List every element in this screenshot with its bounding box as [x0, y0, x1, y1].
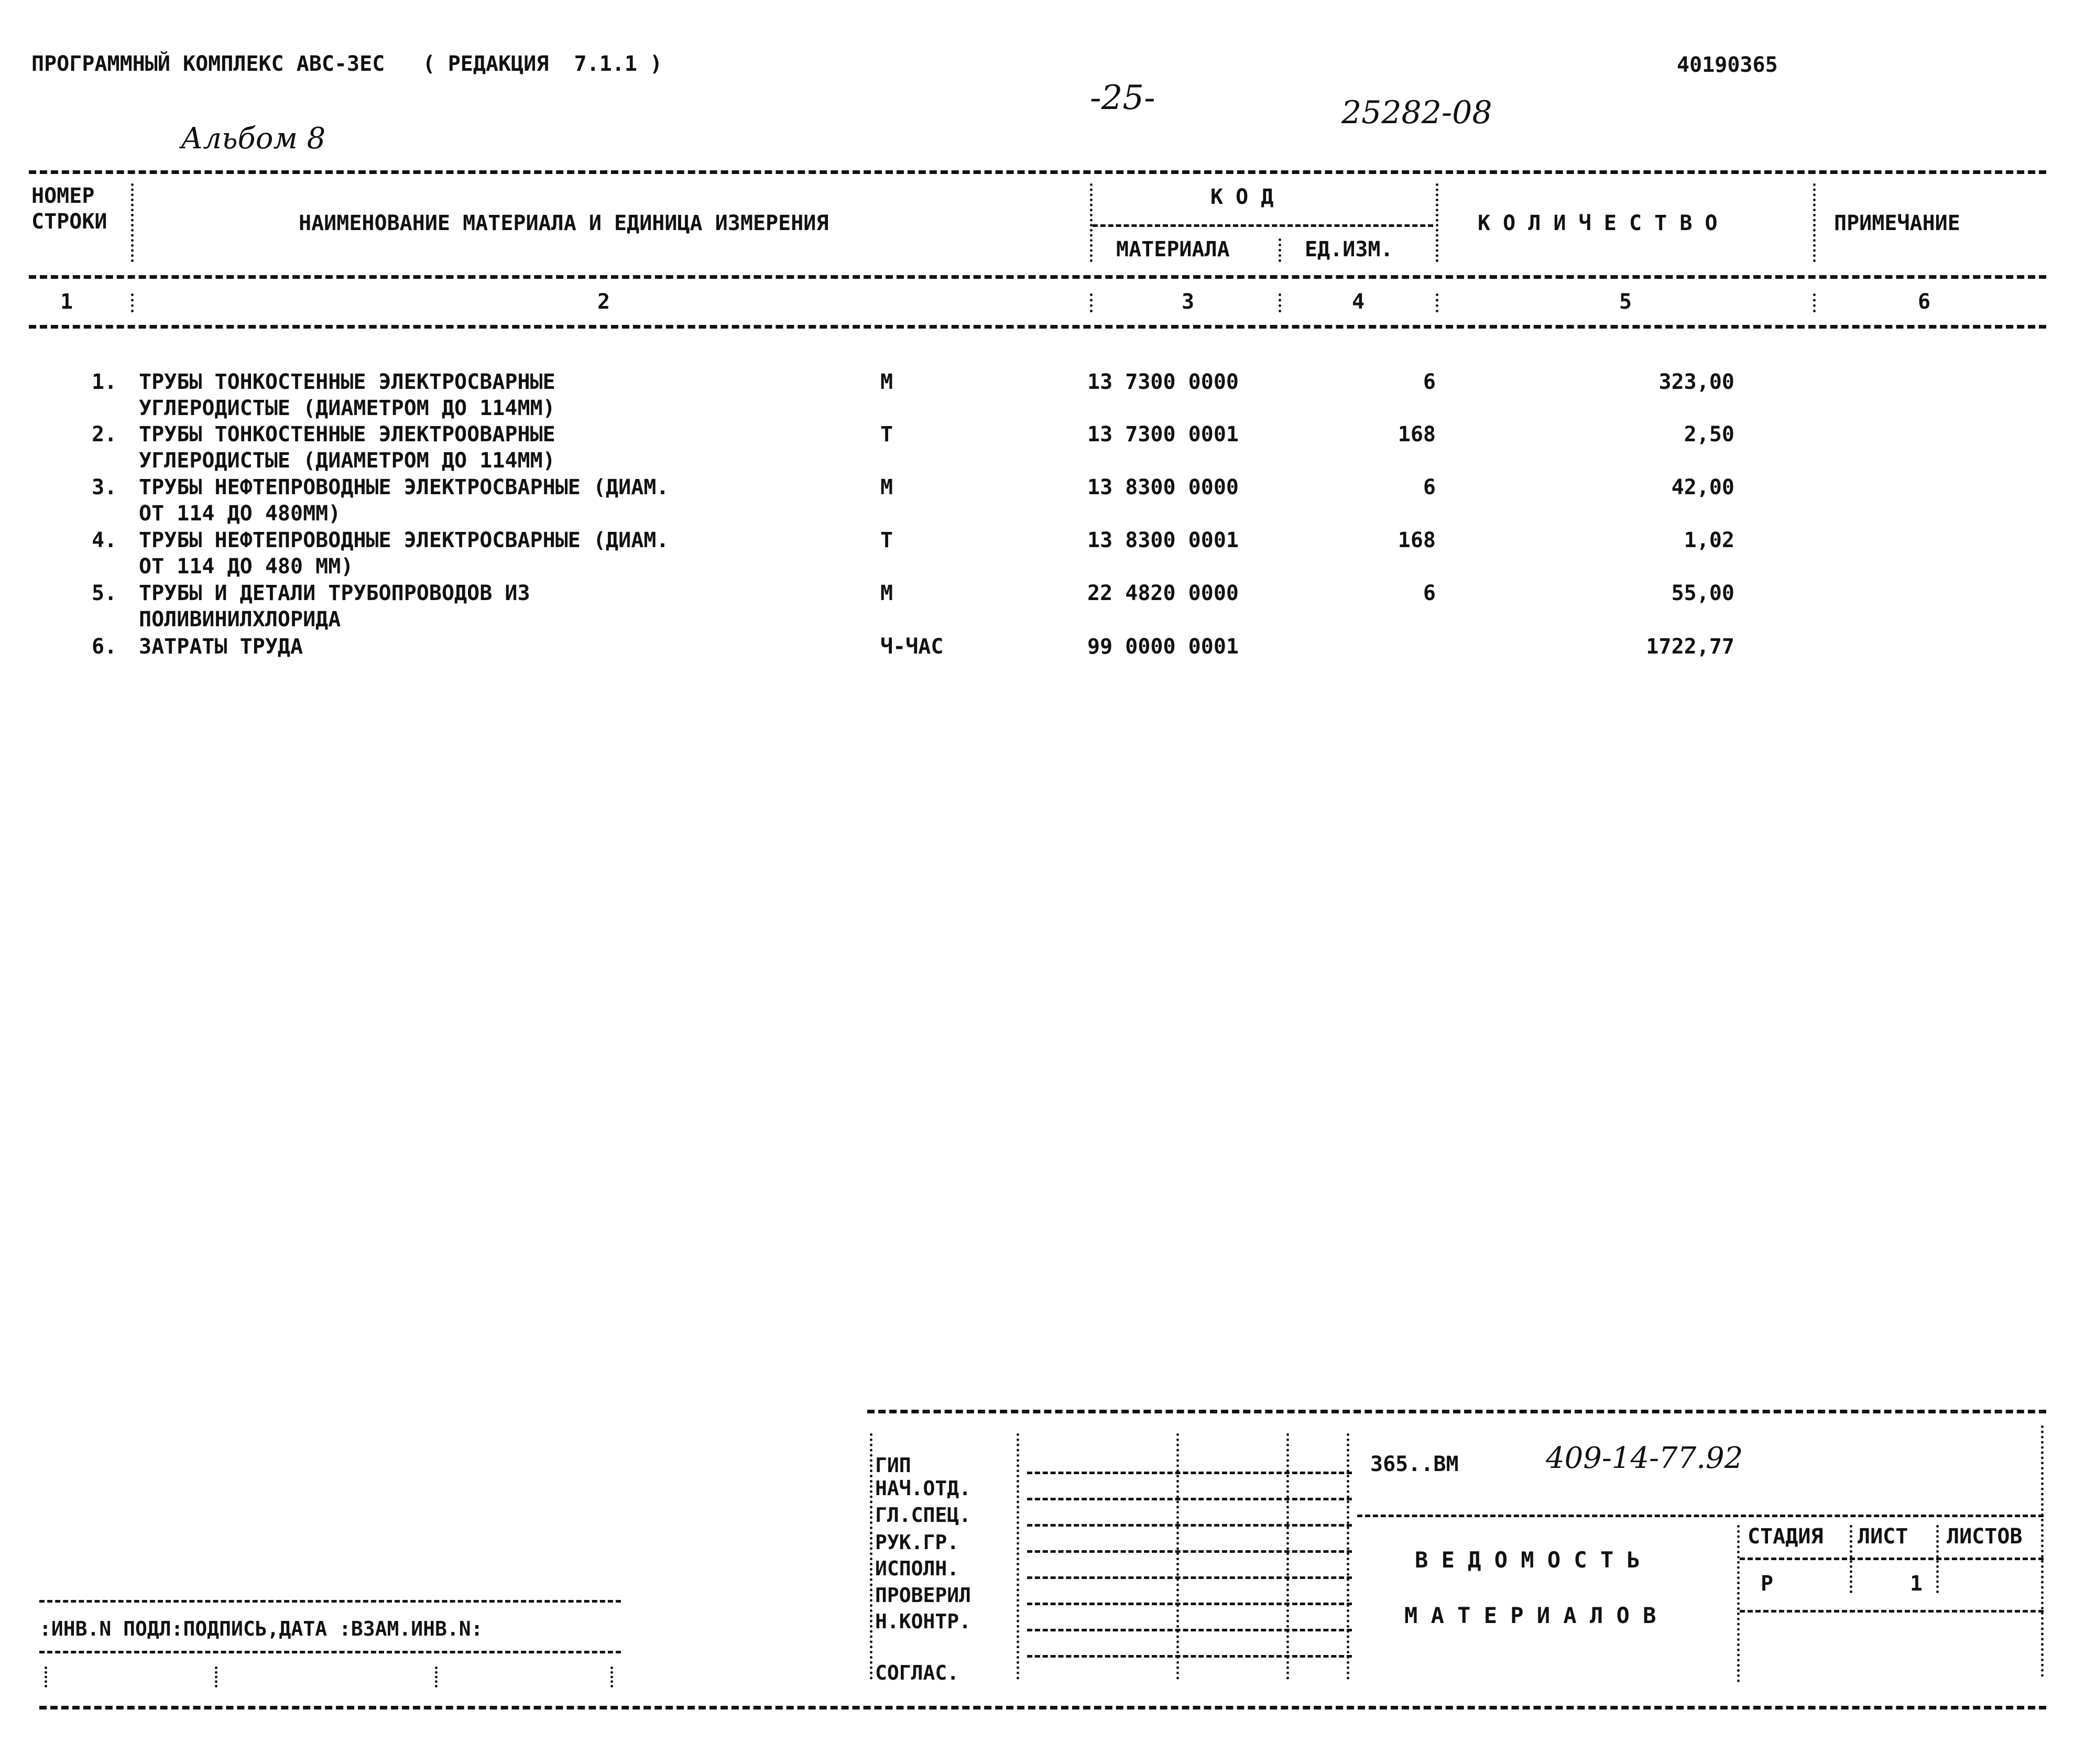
stamp-separator — [1347, 1433, 1349, 1680]
column-number: 5 — [1619, 290, 1632, 314]
row-quantity: 55,00 — [1671, 581, 1734, 605]
column-number: 1 — [60, 290, 73, 314]
signature-line — [1027, 1655, 1352, 1658]
header-note: ПРИМЕЧАНИЕ — [1834, 211, 1960, 235]
row-material-code: 13 7300 0000 — [1087, 370, 1239, 394]
stage-rule — [1740, 1558, 2044, 1560]
header-name: НАИМЕНОВАНИЕ МАТЕРИАЛА И ЕДИНИЦА ИЗМЕРЕНИЯ — [299, 211, 829, 235]
row-material-code: 99 0000 0001 — [1087, 635, 1239, 659]
signature-line — [1027, 1524, 1352, 1527]
stamp-code-handwritten: 409-14-77.92 — [1546, 1441, 1743, 1475]
stamp-left-separator — [610, 1667, 613, 1687]
header-bottom-rule — [29, 275, 2046, 279]
row-unit: Ч-ЧАС — [880, 635, 944, 659]
column-number: 6 — [1918, 290, 1931, 314]
stamp-left-separator — [215, 1667, 217, 1687]
header-material: МАТЕРИАЛА — [1116, 237, 1230, 262]
stamp-code-rule — [1357, 1515, 2044, 1517]
column-numbers-rule — [29, 325, 2046, 329]
signature-line — [1027, 1603, 1352, 1605]
column-number: 2 — [597, 290, 610, 314]
row-name-line1: ТРУБЫ НЕФТЕПРОВОДНЫЕ ЭЛЕКТРОСВАРНЫЕ (ДИАМ. — [139, 528, 669, 552]
row-unit: М — [880, 581, 893, 605]
stamp-left-separator — [435, 1667, 438, 1687]
row-number: 3. — [92, 475, 117, 499]
stamp-bottom-rule — [39, 1706, 2046, 1709]
stamp-role: НАЧ.ОТД. — [875, 1477, 971, 1500]
row-number: 5. — [92, 581, 117, 605]
row-quantity: 1722,77 — [1646, 635, 1734, 659]
colnum-separator — [131, 293, 134, 312]
row-unit: Т — [880, 422, 893, 447]
row-name-line1: ТРУБЫ ТОНКОСТЕННЫЕ ЭЛЕКТРОСВАРНЫЕ — [139, 370, 555, 394]
stamp-left-header: :ИНВ.N ПОДЛ:ПОДПИСЬ,ДАТА :ВЗАМ.ИНВ.N: — [39, 1617, 483, 1640]
header-separator — [1813, 183, 1816, 262]
stamp-role: ГЛ.СПЕЦ. — [875, 1504, 971, 1527]
stamp-separator — [1737, 1525, 1740, 1682]
row-quantity: 42,00 — [1671, 475, 1734, 499]
header-row-no-line2: СТРОКИ — [31, 210, 107, 234]
row-number: 2. — [92, 422, 117, 447]
header-separator — [1090, 183, 1093, 262]
sheets-label: ЛИСТОВ — [1947, 1525, 2023, 1549]
colnum-separator — [1813, 293, 1816, 312]
stamp-top-rule — [867, 1410, 2046, 1413]
stamp-separator — [1176, 1433, 1179, 1680]
row-name-line1: ТРУБЫ НЕФТЕПРОВОДНЫЕ ЭЛЕКТРОСВАРНЫЕ (ДИАМ. — [139, 475, 669, 499]
signature-line — [1027, 1629, 1352, 1631]
stamp-code-printed: 365..ВМ — [1370, 1452, 1459, 1476]
header-row-no-line1: НОМЕР — [31, 184, 95, 208]
album-label-handwritten: Альбом 8 — [181, 122, 326, 156]
stamp-role: СОГЛАС. — [875, 1661, 959, 1684]
sheet-value: 1 — [1910, 1572, 1923, 1596]
signature-line — [1027, 1498, 1352, 1500]
stamp-role: ГИП — [875, 1454, 911, 1477]
stamp-right-edge — [2041, 1425, 2044, 1677]
signature-line — [1027, 1472, 1352, 1474]
row-unit: М — [880, 475, 893, 499]
stamp-separator — [870, 1433, 872, 1680]
row-material-code: 13 8300 0001 — [1087, 528, 1239, 552]
header-separator — [1436, 183, 1438, 262]
stage-rule — [1740, 1610, 2044, 1613]
signature-line — [1027, 1576, 1352, 1579]
row-name-line1: ЗАТРАТЫ ТРУДА — [139, 635, 303, 659]
header-separator — [131, 183, 134, 262]
header-code-subrule — [1093, 224, 1433, 227]
row-number: 6. — [92, 635, 117, 659]
row-unit: М — [880, 370, 893, 394]
row-unit-code: 6 — [1423, 370, 1436, 394]
stamp-role: Н.КОНТР. — [875, 1610, 971, 1633]
stamp-left-separator — [45, 1667, 47, 1687]
stamp-left-top-rule — [39, 1600, 621, 1603]
row-quantity: 323,00 — [1658, 370, 1734, 394]
row-unit-code: 168 — [1398, 528, 1436, 552]
stamp-left-mid-rule — [39, 1651, 621, 1653]
row-name-line1: ТРУБЫ И ДЕТАЛИ ТРУБОПРОВОДОВ ИЗ — [139, 581, 530, 605]
colnum-separator — [1090, 293, 1093, 312]
row-name-line2: ОТ 114 ДО 480ММ) — [139, 502, 341, 526]
row-number: 1. — [92, 370, 117, 394]
row-unit-code: 6 — [1423, 475, 1436, 499]
row-number: 4. — [92, 528, 117, 552]
header-separator — [1279, 238, 1281, 262]
stamp-separator — [1286, 1433, 1289, 1680]
stamp-role: ПРОВЕРИЛ — [875, 1584, 971, 1607]
row-name-line2: УГЛЕРОДИСТЫЕ (ДИАМЕТРОМ ДО 114ММ) — [139, 449, 555, 473]
page-number-handwritten: -25- — [1090, 79, 1155, 117]
table-top-rule — [29, 170, 2046, 174]
row-material-code: 13 7300 0001 — [1087, 422, 1239, 447]
row-unit-code: 6 — [1423, 581, 1436, 605]
row-unit-code: 168 — [1398, 422, 1436, 447]
header-quantity: К О Л И Ч Е С Т В О — [1478, 211, 1718, 235]
stage-label: СТАДИЯ — [1748, 1525, 1824, 1549]
row-material-code: 22 4820 0000 — [1087, 581, 1239, 605]
program-header: ПРОГРАММНЫЙ КОМПЛЕКС АВС-3ЕС ( РЕДАКЦИЯ 7.1.1 ) — [31, 52, 663, 76]
header-code: К О Д — [1210, 185, 1274, 209]
document-code-number: 40190365 — [1677, 53, 1778, 77]
row-quantity: 2,50 — [1684, 422, 1734, 447]
row-name-line1: ТРУБЫ ТОНКОСТЕННЫЕ ЭЛЕКТРООВАРНЫЕ — [139, 422, 555, 447]
stamp-role: РУК.ГР. — [875, 1531, 959, 1554]
row-unit: Т — [880, 528, 893, 552]
document-number-handwritten: 25282-08 — [1341, 94, 1492, 131]
row-name-line2: ПОЛИВИНИЛХЛОРИДА — [139, 607, 341, 631]
colnum-separator — [1279, 293, 1281, 312]
header-unit-code: ЕД.ИЗМ. — [1305, 237, 1393, 262]
stage-value: Р — [1761, 1572, 1774, 1596]
stamp-title-line1: В Е Д О М О С Т Ь — [1415, 1547, 1640, 1573]
stamp-title-line2: М А Т Е Р И А Л О В — [1404, 1603, 1656, 1628]
row-name-line2: ОТ 114 ДО 480 ММ) — [139, 554, 354, 579]
signature-line — [1027, 1550, 1352, 1553]
column-number: 4 — [1352, 290, 1365, 314]
row-quantity: 1,02 — [1684, 528, 1734, 552]
colnum-separator — [1436, 293, 1438, 312]
row-name-line2: УГЛЕРОДИСТЫЕ (ДИАМЕТРОМ ДО 114ММ) — [139, 396, 555, 420]
stamp-separator — [1017, 1433, 1019, 1680]
row-material-code: 13 8300 0000 — [1087, 475, 1239, 499]
stamp-role: ИСПОЛН. — [875, 1557, 959, 1580]
column-number: 3 — [1182, 290, 1195, 314]
sheet-label: ЛИСТ — [1858, 1525, 1908, 1549]
